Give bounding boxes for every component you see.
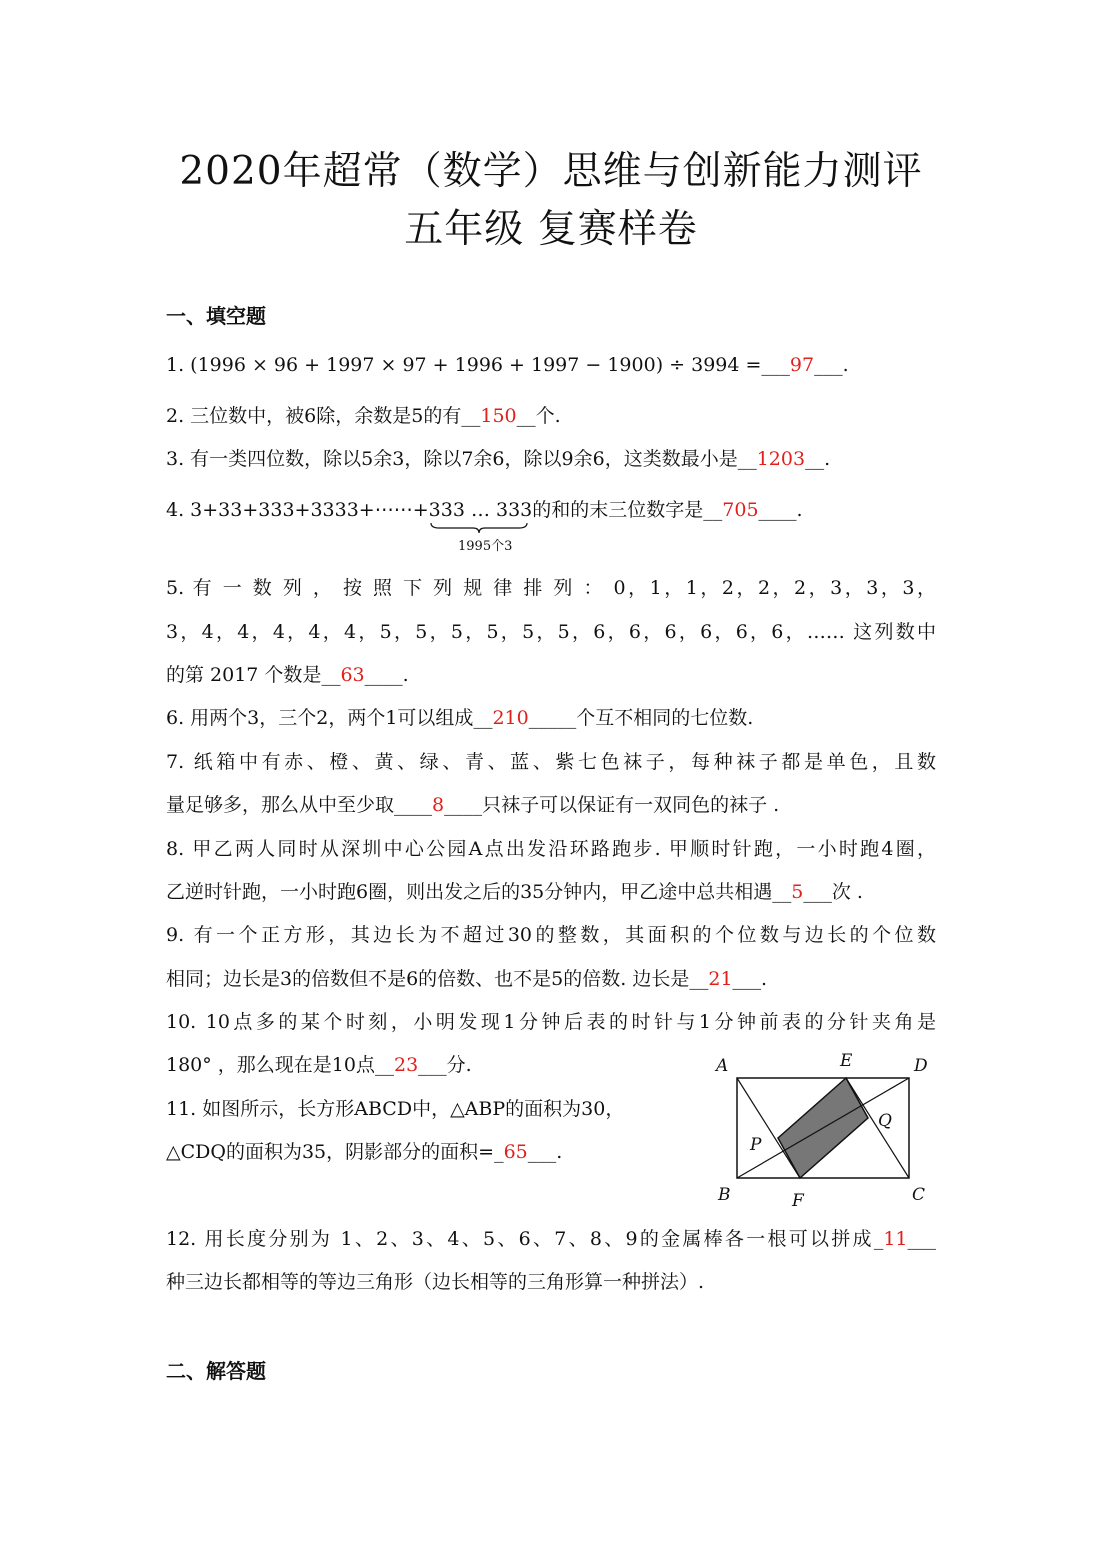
question-5-line3: 的第 2017 个数是__63____. xyxy=(166,664,409,686)
label-p: P xyxy=(750,1135,762,1155)
label-f: F xyxy=(792,1191,804,1211)
question-9-line2: 相同；边长是3的倍数但不是6的倍数、也不是5的倍数. 边长是__21___. xyxy=(166,968,768,990)
question-5-line2: 3，4，4，4，4，4，5，5，5，5，5，5，6，6，6，6，6，6，…… 这列数中 xyxy=(166,621,936,643)
question-11-line2: △CDQ的面积为35，阴影部分的面积=_65___. xyxy=(166,1141,563,1163)
answer-11: 65 xyxy=(503,1141,528,1163)
answer-1: 97 xyxy=(789,354,815,376)
question-12-line1: 12. 用长度分别为 1、2、3、4、5、6、7、8、9的金属棒各一根可以拼成_11___ xyxy=(166,1228,936,1250)
label-e: E xyxy=(840,1051,853,1071)
question-3: 3. 有一类四位数，除以5余3，除以7余6，除以9余6，这类数最小是__1203__. xyxy=(166,448,831,470)
title-line1: 2020年超常（数学）思维与创新能力测评 xyxy=(179,149,923,194)
question-4: 4. 3+33+333+3333+⋯⋯+333 … 333 的和的末三位数字是__705____. xyxy=(166,496,803,524)
label-d: D xyxy=(914,1056,928,1076)
answer-5: 63 xyxy=(340,664,365,686)
question-7-line1: 7. 纸箱中有赤、橙、黄、绿、青、蓝、紫七色袜子，每种袜子都是单色，且数 xyxy=(166,751,936,773)
section-fill-in: 一、填空题 xyxy=(166,304,266,328)
title-line2: 五年级 复赛样卷 xyxy=(404,207,698,252)
label-b: B xyxy=(718,1185,731,1205)
answer-8: 5 xyxy=(791,881,804,903)
question-7-line2: 量足够多，那么从中至少取____8____只袜子可以保证有一双同色的袜子 . xyxy=(166,794,780,816)
question-5-line1: 5. 有 一 数 列 ， 按 照 下 列 规 律 排 列 ： 0，1，1，2，2，2，3，3，3， xyxy=(166,577,936,599)
question-1: 1. (1996 × 96 + 1997 × 97 + 1996 + 1997 − 1900) ÷ 3994 =___97___. xyxy=(166,354,849,376)
question-8-line1: 8. 甲乙两人同时从深圳中心公园A点出发沿环路跑步. 甲顺时针跑，一小时跑4圈， xyxy=(166,838,936,860)
section-solutions: 二、解答题 xyxy=(166,1359,266,1383)
answer-6: 210 xyxy=(492,707,529,729)
question-8-line2: 乙逆时针跑，一小时跑6圈，则出发之后的35分钟内，甲乙途中总共相遇__5___次 . xyxy=(166,881,863,903)
answer-10: 23 xyxy=(393,1054,419,1076)
answer-9: 21 xyxy=(708,968,733,990)
underbrace-note: 1995个3 xyxy=(458,539,513,554)
answer-3: 1203 xyxy=(756,448,806,470)
rectangle-figure xyxy=(710,1046,940,1211)
answer-4: 705 xyxy=(722,499,759,521)
label-q: Q xyxy=(878,1111,892,1131)
answer-2: 150 xyxy=(480,405,517,427)
answer-12: 11 xyxy=(883,1228,908,1250)
question-2: 2. 三位数中，被6除，余数是5的有__150__个. xyxy=(166,405,561,427)
label-a: A xyxy=(716,1056,729,1076)
question-6: 6. 用两个3，三个2，两个1可以组成__210_____个互不相同的七位数. xyxy=(166,707,754,729)
question-10-line1: 10. 10点多的某个时刻，小明发现1分钟后表的时针与1分钟前表的分针夹角是 xyxy=(166,1011,936,1033)
underbrace-icon xyxy=(429,522,529,534)
question-12-line2: 种三边长都相等的等边三角形（边长相等的三角形算一种拼法）. xyxy=(166,1271,705,1293)
question-9-line1: 9. 有一个正方形，其边长为不超过30的整数，其面积的个位数与边长的个位数 xyxy=(166,924,936,946)
question-10-line2: 180° ，那么现在是10点__23___分. xyxy=(166,1054,472,1076)
label-c: C xyxy=(912,1185,926,1205)
underbrace-term: 333 … 333 xyxy=(429,496,533,524)
answer-7: 8 xyxy=(432,794,445,816)
question-11-line1: 11. 如图所示，长方形ABCD中，△ABP的面积为30， xyxy=(166,1098,625,1120)
